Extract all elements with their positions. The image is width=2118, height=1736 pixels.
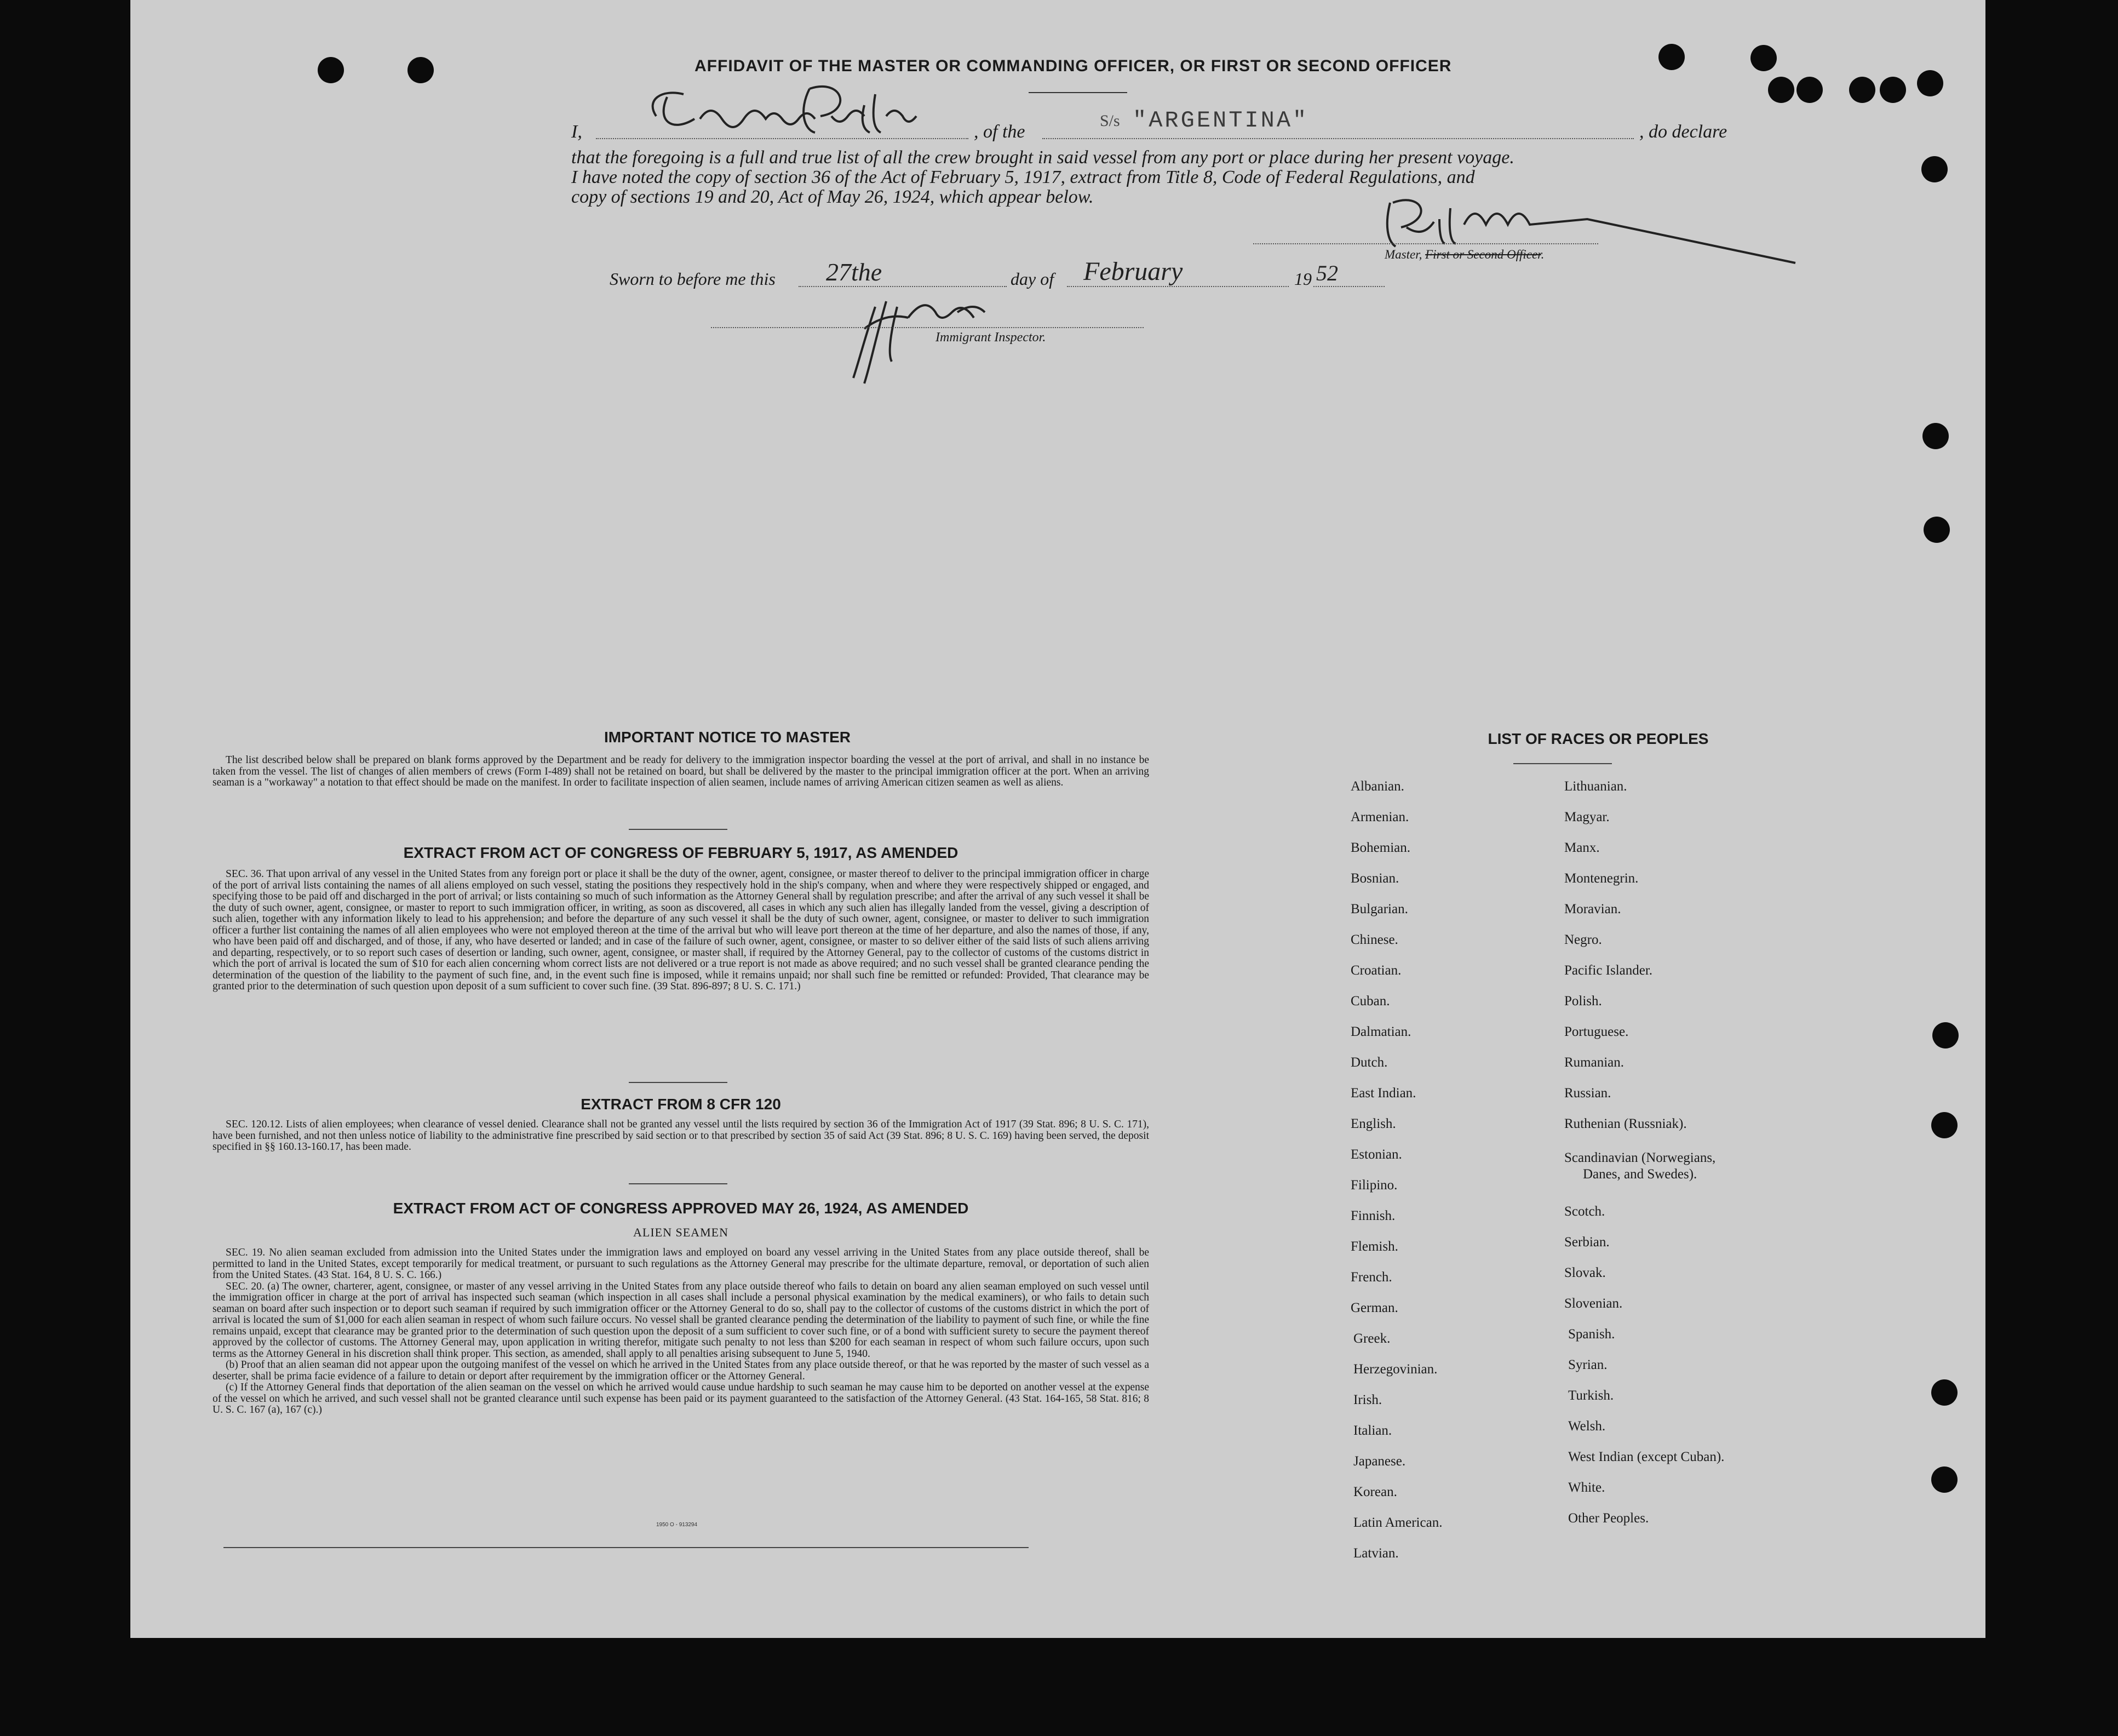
race-item: Danes, and Swedes). [1583, 1167, 1697, 1182]
race-item: French. [1351, 1270, 1392, 1285]
race-item: Portuguese. [1564, 1024, 1629, 1039]
punch-hole [1768, 77, 1794, 103]
race-item: Filipino. [1351, 1178, 1398, 1193]
race-item: Montenegrin. [1564, 871, 1639, 886]
race-item: Korean. [1353, 1485, 1397, 1499]
punch-hole [1880, 77, 1906, 103]
extract-cfr-title: EXTRACT FROM 8 CFR 120 [581, 1096, 781, 1113]
race-item: Latin American. [1353, 1515, 1443, 1530]
section-19: SEC. 19. No alien seaman excluded from admission into the United States under the immigration laws and employed on board any vessel arriving in the United States from any place outside thereof, shall be permitted to land in the United States, except temporarily for medical treatment, or pursuant to such regulations as the Attorney General may prescribe for the ultimate departure, removal, or deportation of such alien from the United States. (43 Stat. 164, 8 U. S. C. 166.) [213, 1247, 1149, 1281]
section-divider [629, 829, 727, 830]
race-item: Armenian. [1351, 810, 1409, 824]
section-20a: SEC. 20. (a) The owner, charterer, agent, consignee, or master of any vessel arriving in the United States from any place outside thereof who fails to detain on board any alien seaman employed on such vessel until the immigration officer in charge at the port of arrival has inspected such seaman (which inspection in all cases shall include a personal physical examination by the medical examiners), or who fails to detain such seaman on board after such inspection or to deport such seaman if required by such immigration officer or the Attorney General to do so, shall pay to the collector of customs of the customs district in which the port of arrival is located the sum of $1,000 for each alien seaman in respect of whom such failure occurs. No vessel shall be granted clearance pending the determination of the liability to payment of such fine, or while the fine remains unpaid, except that clearance may be granted prior to the determination of such question upon the deposit of a sum sufficient to cover such fine, or of a bond with sufficient surety to secure the payment thereof approved by the collector of customs. The Attorney General may, upon application in writing therefor, mitigate such penalty to not less than $200 for each seaman in respect of whom such failure occurs, upon such terms as the Attorney General in his discretion shall think proper. This section, as amended, shall apply to all penalties arising subsequent to June 5, 1940. [213, 1280, 1149, 1360]
race-item: Other Peoples. [1568, 1511, 1649, 1526]
notice-body: The list described below shall be prepared on blank forms approved by the Department and be ready for delivery to the immigration inspector boarding the vessel at the port of arrival, and shall in no instance be taken from the vessel. The list of changes of alien members of crews (Form I-489) shall not be retained on board, but shall be delivered by the master to the principal immigration officer at the port. When an arriving seaman is a "workaway" a notation to that effect should be made on the manifest. In order to facilitate inspection of alien seamen, include names of arriving American citizen seamen as well as aliens. [213, 754, 1149, 788]
race-item: German. [1351, 1300, 1398, 1315]
vessel-prefix: S/s [1100, 112, 1120, 130]
of-the-label: , of the [974, 122, 1025, 142]
punch-hole [1931, 1379, 1958, 1406]
punch-hole [1849, 77, 1875, 103]
vessel-line [1042, 138, 1634, 139]
race-item: Slovenian. [1564, 1296, 1623, 1311]
race-item: English. [1351, 1116, 1396, 1131]
affidavit-line-2: that the foregoing is a full and true list of all the crew brought in said vessel from any port or place during her present voyage. [571, 147, 1514, 168]
print-code: 1950 O - 913294 [656, 1522, 698, 1528]
bottom-rule [223, 1547, 1029, 1548]
race-item: Flemish. [1351, 1239, 1398, 1254]
do-declare-label: , do declare [1639, 122, 1727, 142]
title-divider [1029, 92, 1127, 93]
affidavit-line-3: I have noted the copy of section 36 of the Act of February 5, 1917, extract from Title 8, Code of Federal Regulations, and [571, 167, 1475, 187]
races-divider [1513, 763, 1612, 764]
extract-cfr-body: SEC. 120.12. Lists of alien employees; when clearance of vessel denied. Clearance shall not be granted any vessel until the lists required by section 36 of the Immigration Act of 1917 (39 Stat. 896; 8 U. S. C. 171), have been furnished, and not then unless notice of liability to the administrative fine prescribed by said section or to that prescribed by section 35 of said Act (39 Stat. 896; 8 U. S. C. 169) having been served, the deposit specified in §§ 160.13-160.17, has been made. [213, 1119, 1149, 1153]
section-20b: (b) Proof that an alien seaman did not appear upon the outgoing manifest of the vessel on which he arrived in the United States from any place outside thereof, or that he was reported by the master of such vessel as a deserter, shall be prima facie evidence of a failure to detain or deport after requirement by the immigration officer or the Attorney General. [213, 1359, 1149, 1382]
race-item: Dutch. [1351, 1055, 1388, 1070]
race-item: Lithuanian. [1564, 779, 1627, 794]
race-item: Latvian. [1353, 1546, 1399, 1561]
punch-hole [1931, 1466, 1958, 1493]
punch-hole [1921, 156, 1948, 182]
race-item: West Indian (except Cuban). [1568, 1449, 1725, 1464]
races-title: LIST OF RACES OR PEOPLES [1488, 730, 1709, 747]
race-item: Slovak. [1564, 1265, 1606, 1280]
race-item: Finnish. [1351, 1208, 1396, 1223]
race-item: Dalmatian. [1351, 1024, 1411, 1039]
race-item: Scandinavian (Norwegians, [1564, 1150, 1716, 1165]
race-item: Manx. [1564, 840, 1600, 855]
alien-seamen-subtitle: ALIEN SEAMEN [633, 1225, 728, 1239]
race-item: Polish. [1564, 994, 1602, 1009]
punch-hole [1922, 423, 1949, 449]
extract-1917-body: SEC. 36. That upon arrival of any vessel in the United States from any foreign port or place it shall be the duty of the owner, agent, consignee, or master thereof to deliver to the principal immigration officer in charge of the port of arrival lists containing the names of all aliens employed on such vessel, stating the positions they respectively hold in the ship's company, when and where they were respectively shipped or engaged, and specifying those to be paid off and discharged in the port of arrival; or lists containing so much of such information as the Attorney General shall by regulation prescribe; and after the arrival of any such vessel it shall be the duty of such owner, agent, consignee, or master to report to such immigration officer, in writing, as soon as discovered, all cases in which any such alien has illegally landed from the vessel, giving a description of such alien, together with any information likely to lead to his apprehension; and before the departure of any such vessel it shall be the duty of such owner, agent, consignee, or master to deliver to such immigration officer a further list containing the names of all alien employees who were not employed thereon at the time of the arrival but who will leave port thereon at the time of her departure, and also the names of those, if any, who have been paid off and discharged, and of those, if any, who have deserted or landed; and in case of the failure of such owner, agent, consignee, or master to so deliver either of the said lists of such aliens arriving and departing, respectively, or to so report such cases of desertion or landing, such owner, agent, consignee, or master shall, if required by the Attorney General, pay to the collector of customs of the customs district in which the port of arrival is located the sum of $10 for each alien concerning whom correct lists are not delivered or a true report is not made as above required; and no such vessel shall be granted clearance pending the determination of the question of the liability to the payment of such fine, and, in the event such fine is imposed, while it remains unpaid; nor shall such fine be remitted or refunded: Provided, That clearance may be granted prior to the determination of such question upon deposit of a sum sufficient to cover such fine. (39 Stat. 896-897; 8 U. S. C. 171.) [213, 868, 1149, 992]
race-item: Pacific Islander. [1564, 963, 1653, 978]
manifest-page [130, 0, 1985, 1638]
sworn-day: 27the [826, 258, 882, 286]
inspector-label: Immigrant Inspector. [935, 330, 1046, 345]
affidavit-line-1 [571, 122, 582, 142]
race-item: Chinese. [1351, 932, 1398, 947]
race-item: Croatian. [1351, 963, 1402, 978]
race-item: Russian. [1564, 1086, 1611, 1101]
master-name-signature [634, 78, 974, 144]
master-signature-line [1253, 243, 1598, 244]
extract-1917-title: EXTRACT FROM ACT OF CONGRESS OF FEBRUARY 5, 1917, AS AMENDED [403, 844, 958, 861]
section-divider [629, 1082, 727, 1083]
race-item: Moravian. [1564, 902, 1621, 916]
race-item: Serbian. [1564, 1235, 1610, 1250]
punch-hole [1932, 1022, 1959, 1049]
race-item: Syrian. [1568, 1357, 1608, 1372]
inspector-signature-line [711, 327, 1144, 328]
race-item: Italian. [1353, 1423, 1392, 1438]
race-item: Cuban. [1351, 994, 1390, 1009]
race-item: Welsh. [1568, 1419, 1606, 1434]
race-item: Irish. [1353, 1393, 1382, 1407]
race-item: Scotch. [1564, 1204, 1605, 1219]
punch-hole [1931, 1112, 1958, 1138]
race-item: Bulgarian. [1351, 902, 1408, 916]
affidavit-line-4: copy of sections 19 and 20, Act of May 26, 1924, which appear below. [571, 187, 1094, 207]
race-item: Spanish. [1568, 1327, 1615, 1342]
punch-hole [1750, 45, 1777, 71]
extract-1924-body [213, 1247, 1149, 1416]
punch-hole [1924, 517, 1950, 543]
section-20c: (c) If the Attorney General finds that deportation of the alien seaman on the vessel on which he arrived would cause undue hardship to such seaman he may cause him to be deported on another vessel at the expense of the vessel on which he arrived, and such vessel shall not be granted clearance until such expense has been paid or its payment guaranteed to the satisfaction of the Attorney General. (43 Stat. 164-165, 58 Stat. 816; 8 U. S. C. 167 (a), 167 (c).) [213, 1382, 1149, 1416]
sworn-label: Sworn to before me this [610, 269, 776, 289]
race-item: Magyar. [1564, 810, 1610, 824]
day-of-label: day of [1011, 269, 1054, 289]
extract-1924-title: EXTRACT FROM ACT OF CONGRESS APPROVED MAY 26, 1924, AS AMENDED [393, 1200, 969, 1217]
affidavit-i: I, [571, 122, 582, 142]
year-prefix: 19 [1294, 269, 1312, 289]
race-item: Bohemian. [1351, 840, 1411, 855]
race-item: Rumanian. [1564, 1055, 1625, 1070]
race-item: Bosnian. [1351, 871, 1399, 886]
race-item: Herzegovinian. [1353, 1362, 1438, 1377]
vessel-name-stamp: "ARGENTINA" [1133, 107, 1309, 134]
race-item: Estonian. [1351, 1147, 1402, 1162]
section-divider [629, 1183, 727, 1184]
punch-hole [1917, 70, 1943, 96]
race-item: Negro. [1564, 932, 1602, 947]
punch-hole [318, 57, 344, 83]
race-item: Ruthenian (Russniak). [1564, 1116, 1687, 1131]
notice-title: IMPORTANT NOTICE TO MASTER [604, 729, 851, 746]
sworn-month: February [1083, 257, 1183, 286]
year-line [1313, 286, 1385, 287]
punch-hole [1658, 44, 1685, 70]
punch-hole [407, 57, 434, 83]
affidavit-title: AFFIDAVIT OF THE MASTER OR COMMANDING OFFICER, OR FIRST OR SECOND OFFICER [694, 57, 1452, 75]
race-item: Japanese. [1353, 1454, 1406, 1469]
race-item: Albanian. [1351, 779, 1404, 794]
master-label: Master, First or Second Officer. [1385, 248, 1545, 261]
race-item: East Indian. [1351, 1086, 1416, 1101]
race-item: Turkish. [1568, 1388, 1614, 1403]
race-item: Greek. [1353, 1331, 1391, 1346]
month-line [1067, 286, 1289, 287]
race-item: White. [1568, 1480, 1605, 1495]
year-suffix: 52 [1316, 261, 1338, 285]
struck-officer-label: First or Second Officer [1425, 248, 1541, 261]
punch-hole [1796, 77, 1823, 103]
